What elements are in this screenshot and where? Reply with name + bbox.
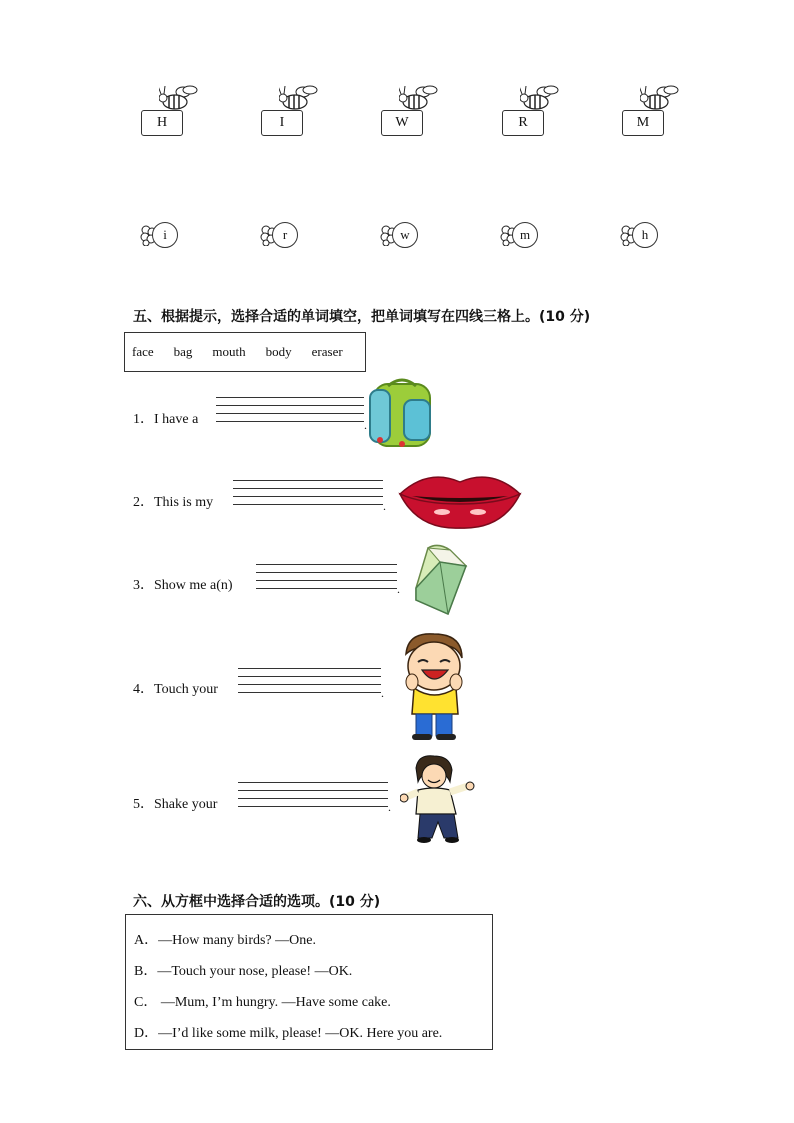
word-bank-item: mouth	[212, 344, 246, 359]
writing-lines-2[interactable]	[233, 480, 383, 512]
option-b: B．—Touch your nose, please! —OK.	[134, 964, 353, 979]
word-bank-item: body	[265, 344, 292, 359]
uppercase-letter: W	[381, 110, 423, 136]
lips-icon	[398, 470, 522, 530]
question-3	[133, 574, 233, 594]
question-text: I have a	[154, 412, 199, 427]
bee-letter-card	[502, 82, 562, 142]
bee-letter-card	[622, 82, 682, 142]
question-2	[133, 491, 213, 511]
question-5	[133, 793, 217, 813]
bee-icon	[640, 82, 680, 112]
bubble-letter-card	[620, 220, 664, 250]
question-number: 1．	[133, 412, 154, 427]
bubble-letter-card	[380, 220, 424, 250]
question-1	[133, 408, 198, 428]
bubble-letter-card	[260, 220, 304, 250]
bee-icon	[279, 82, 319, 112]
bee-icon	[159, 82, 199, 112]
options-box	[125, 914, 493, 1050]
word-bank-item: eraser	[311, 344, 343, 359]
writing-lines-4[interactable]	[238, 668, 381, 700]
bee-letter-card	[261, 82, 321, 142]
question-4	[133, 678, 218, 698]
section-5-title: 五、根据提示，选择合适的单词填空，把单词填写在四线三格上。(10 分)	[133, 309, 591, 325]
uppercase-letter: M	[622, 110, 664, 136]
bubble-letter-card	[140, 220, 184, 250]
lowercase-letter: h	[632, 222, 658, 248]
uppercase-letter: R	[502, 110, 544, 136]
question-number: 3．	[133, 578, 154, 593]
question-text: Touch your	[154, 682, 218, 697]
question-text: This is my	[154, 495, 214, 510]
question-number: 2．	[133, 495, 154, 510]
eraser-icon	[410, 544, 468, 618]
waving-girl-icon	[400, 752, 476, 846]
question-number: 4．	[133, 682, 154, 697]
word-bank-item: face	[132, 344, 154, 359]
lowercase-letter: w	[392, 222, 418, 248]
writing-lines-1[interactable]	[216, 397, 364, 429]
section-6-title: 六、从方框中选择合适的选项。(10 分)	[133, 894, 381, 910]
option-d: D．—I’d like some milk, please! —OK. Here you are.	[134, 1026, 443, 1041]
uppercase-letter: I	[261, 110, 303, 136]
uppercase-letter: H	[141, 110, 183, 136]
lowercase-letter: i	[152, 222, 178, 248]
bee-icon	[399, 82, 439, 112]
laughing-boy-icon	[398, 630, 468, 742]
question-text: Shake your	[154, 797, 218, 812]
bubble-letter-card	[500, 220, 544, 250]
writing-lines-5[interactable]	[238, 782, 388, 814]
word-bank-item: bag	[173, 344, 193, 359]
word-bank-box	[124, 332, 366, 372]
lowercase-letter: m	[512, 222, 538, 248]
writing-lines-3[interactable]	[256, 564, 397, 596]
question-text: Show me a(n)	[154, 578, 233, 593]
bee-letter-card	[381, 82, 441, 142]
backpack-icon	[366, 378, 436, 450]
option-a: A．—How many birds? —One.	[134, 933, 316, 948]
question-number: 5．	[133, 797, 154, 812]
lowercase-letter: r	[272, 222, 298, 248]
bee-icon	[520, 82, 560, 112]
option-c: C． —Mum, I’m hungry. —Have some cake.	[134, 995, 391, 1010]
bee-letter-card	[141, 82, 201, 142]
